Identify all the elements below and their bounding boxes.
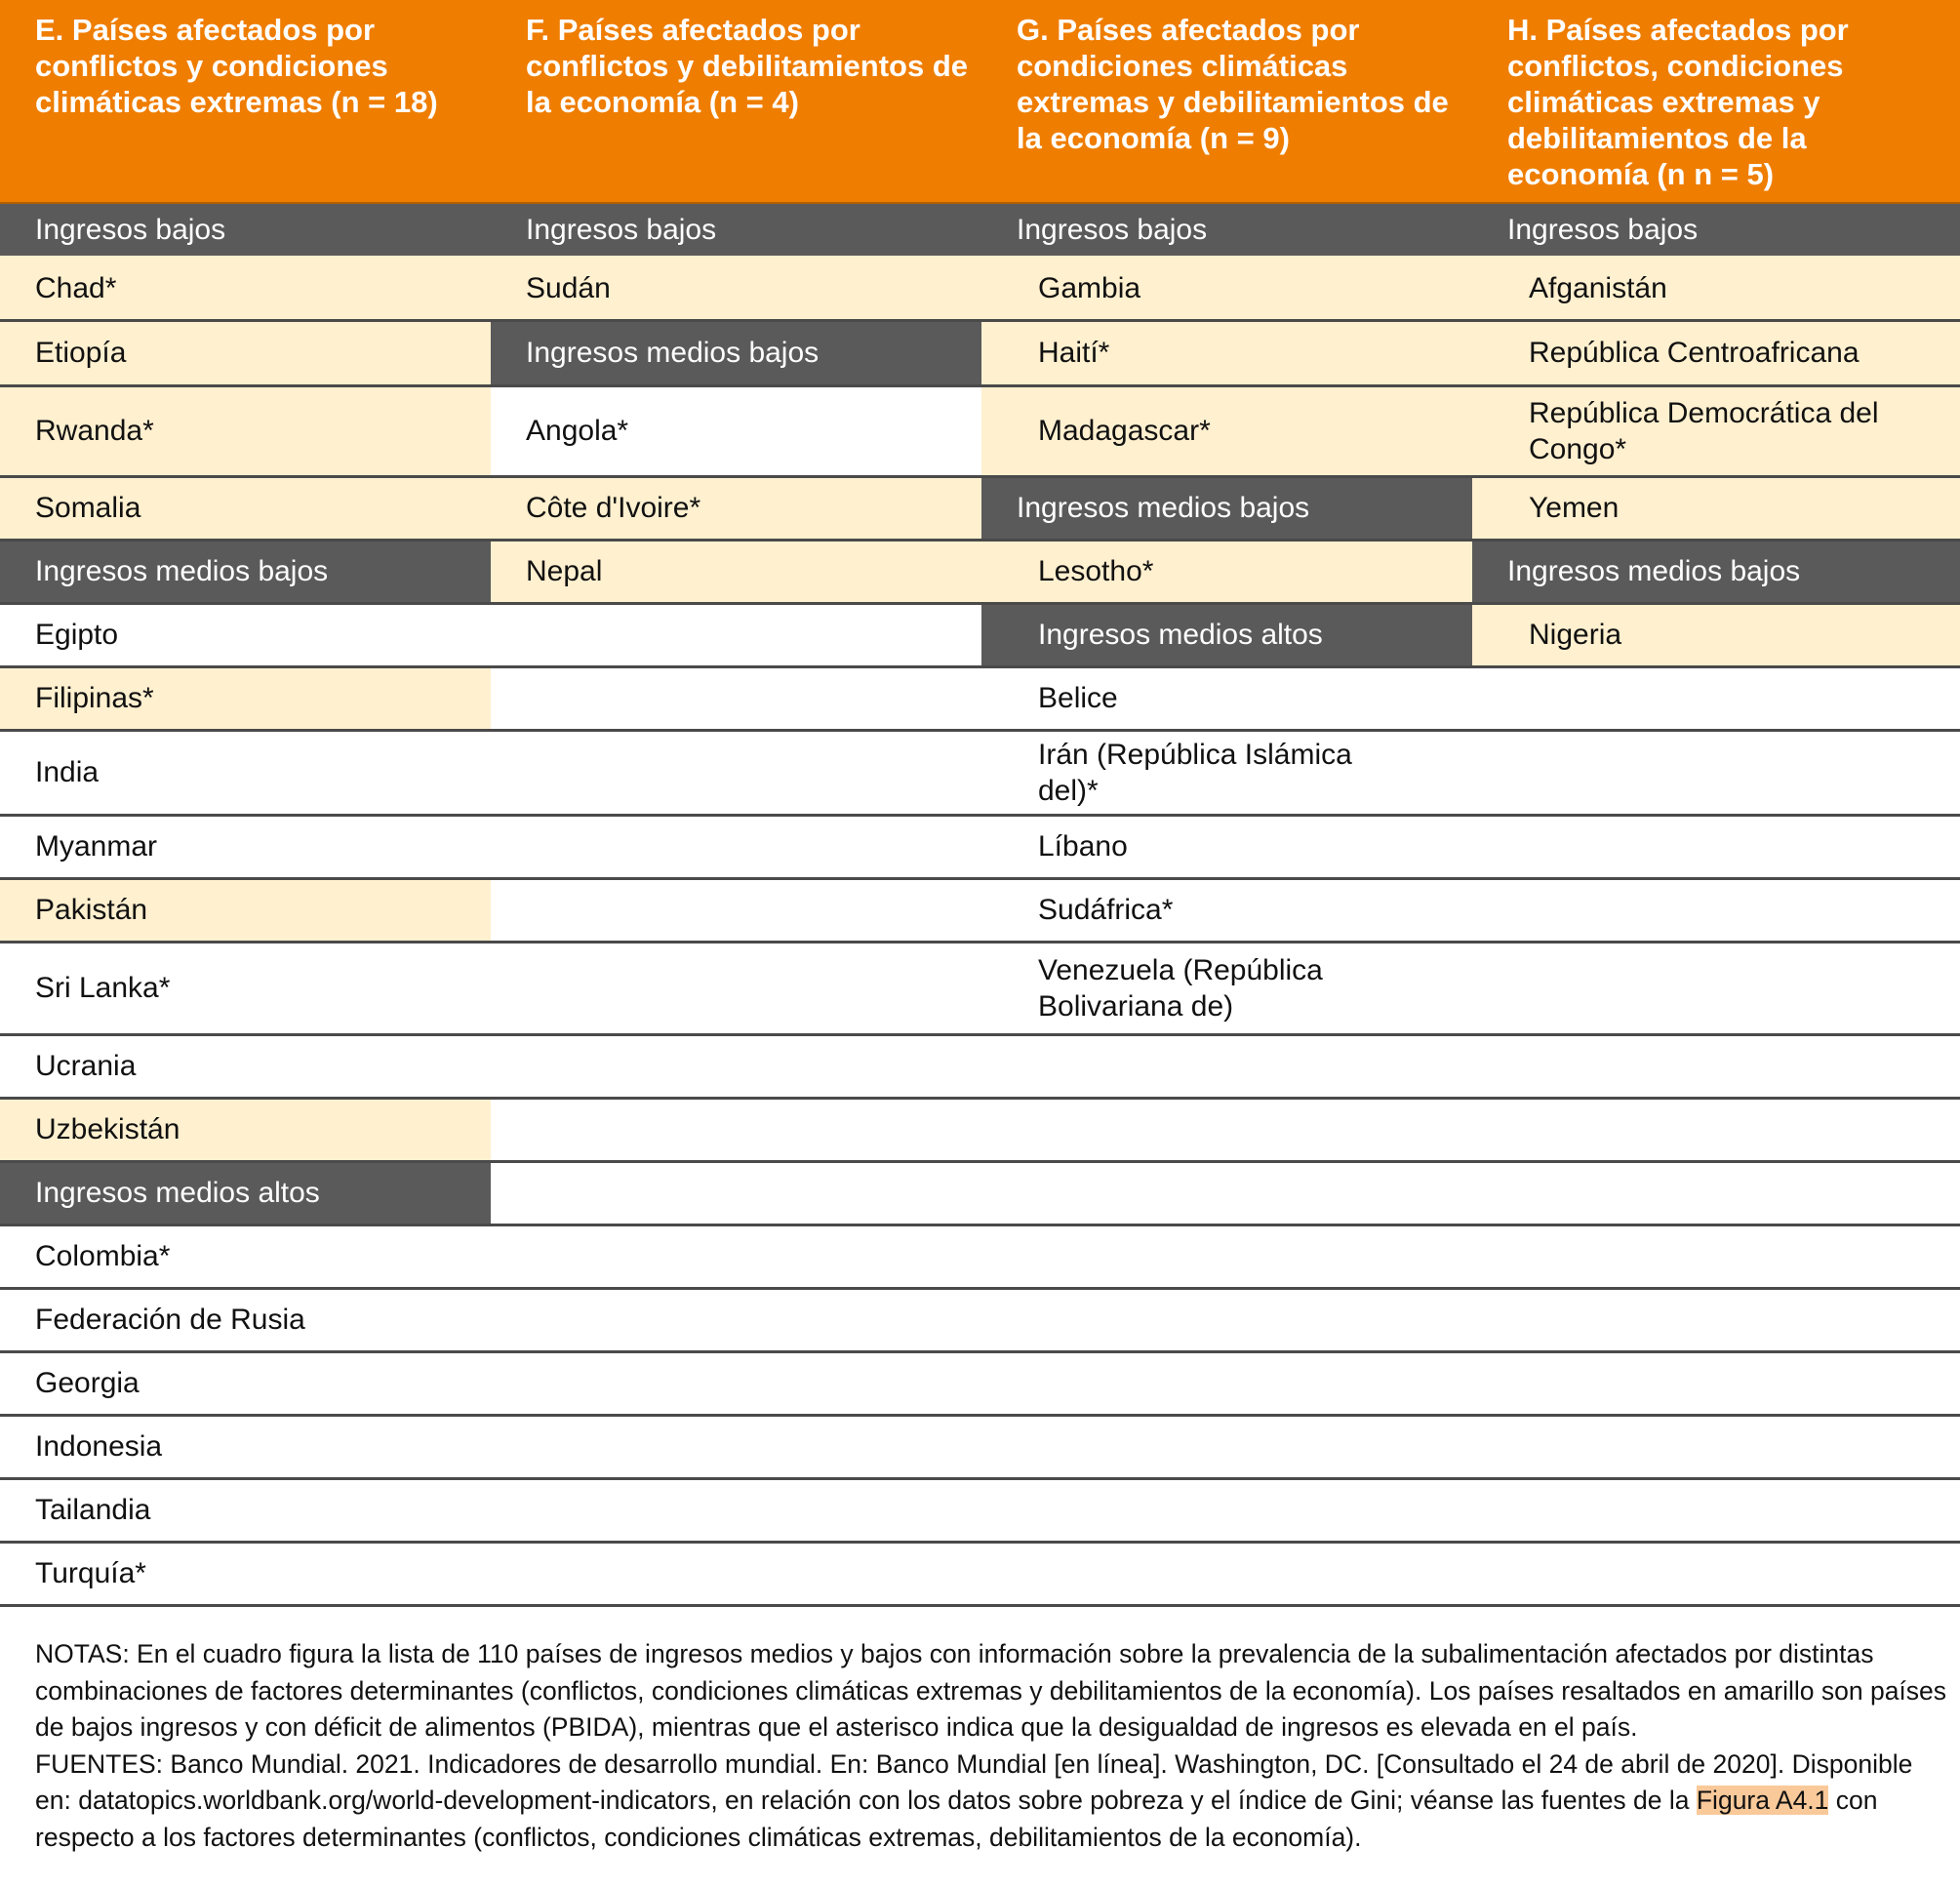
country-cell: Ucrania	[0, 1034, 491, 1098]
country-cell: República Centroafricana	[1472, 320, 1960, 385]
country-cell: República Democrática del Congo*	[1472, 385, 1960, 476]
country-cell: Sudáfrica*	[981, 878, 1472, 942]
country-cell: Sudán	[491, 256, 981, 320]
row-divider	[0, 665, 1960, 668]
income-band-lower-middle: Ingresos medios bajos	[981, 476, 1472, 540]
country-cell: Nigeria	[1472, 603, 1960, 666]
sources-paragraph	[35, 1746, 1952, 1857]
country-cell: Nepal	[491, 540, 981, 603]
country-cell: Chad*	[0, 256, 491, 320]
country-cell: Haití*	[981, 320, 1472, 385]
country-cell: Tailandia	[0, 1478, 491, 1542]
row-divider	[0, 729, 1960, 732]
row-divider	[0, 1414, 1960, 1417]
row-divider	[0, 941, 1960, 944]
income-band-low: Ingresos bajos	[491, 204, 981, 256]
sources-text-pre: FUENTES: Banco Mundial. 2021. Indicadores de desarrollo mundial. En: Banco Mundial [en línea]. Washington, DC. [Consultado el 24 de abril de 2020]. Disponible en: datatopics.worldbank.org/world-development-indicators, en relación con los datos sobre pobreza y el índice de Gini; véanse las fuentes de la	[35, 1748, 1913, 1815]
income-band-low: Ingresos bajos	[1472, 204, 1960, 256]
row-divider	[0, 877, 1960, 880]
row-divider	[0, 475, 1960, 478]
row-divider	[0, 319, 1960, 322]
row-divider	[0, 1033, 1960, 1036]
country-cell: Líbano	[981, 815, 1472, 878]
country-cell: Somalia	[0, 476, 491, 540]
country-cell: Venezuela (República Bolivariana de)	[981, 942, 1372, 1034]
income-band-upper-middle: Ingresos medios altos	[0, 1161, 491, 1225]
row-divider	[0, 1224, 1960, 1226]
table-notes	[35, 1636, 1952, 1856]
row-divider	[0, 1160, 1960, 1163]
country-cell: Myanmar	[0, 815, 491, 878]
row-divider	[0, 384, 1960, 387]
country-cell: Gambia	[981, 256, 1472, 320]
income-band-lower-middle: Ingresos medios bajos	[0, 540, 491, 603]
income-band-upper-middle: Ingresos medios altos	[981, 603, 1472, 666]
country-cell: Etiopía	[0, 320, 491, 385]
column-header-g: G. Países afectados por condiciones climáticas extremas y debilitamientos de la economía (n = 9)	[1017, 13, 1449, 155]
row-divider	[0, 602, 1960, 605]
income-band-lower-middle: Ingresos medios bajos	[491, 320, 981, 385]
row-divider	[0, 539, 1960, 542]
country-cell: Sri Lanka*	[0, 942, 491, 1034]
country-cell: Colombia*	[0, 1225, 491, 1288]
row-divider	[0, 814, 1960, 817]
country-cell: Pakistán	[0, 878, 491, 942]
country-cell: Turquía*	[0, 1542, 491, 1605]
notes-paragraph: NOTAS: En el cuadro figura la lista de 110 países de ingresos medios y bajos con información sobre la prevalencia de la subalimentación afectados por distintas combinaciones de factores determinantes (conflictos, condiciones climáticas extremas y debilitamientos de la economía). Los países resaltados en amarillo son países de bajos ingresos y con déficit de alimentos (PBIDA), mientras que el asterisco indica que la desigualdad de ingresos es elevada en el país.	[35, 1639, 1947, 1742]
row-divider	[0, 1097, 1960, 1100]
income-band-low: Ingresos bajos	[981, 204, 1472, 256]
country-cell: Indonesia	[0, 1415, 491, 1478]
row-divider	[0, 1287, 1960, 1290]
row-divider	[0, 1350, 1960, 1353]
sources-text-post: con respecto a los factores determinantes (conflictos, condiciones climáticas extremas, debilitamientos de la economía).	[35, 1786, 1878, 1852]
country-cell: Federación de Rusia	[0, 1288, 491, 1351]
country-cell: Irán (República Islámica del)*	[981, 730, 1391, 815]
income-band-lower-middle: Ingresos medios bajos	[1472, 540, 1960, 603]
country-cell: Côte d'Ivoire*	[491, 476, 981, 540]
table-bottom-rule	[0, 1604, 1960, 1607]
country-cell: India	[0, 730, 491, 815]
row-divider	[0, 1541, 1960, 1544]
column-header-h: H. Países afectados por conflictos, condiciones climáticas extremas y debilitamientos de la economía (n n = 5)	[1507, 13, 1849, 191]
column-header-e: E. Países afectados por conflictos y condiciones climáticas extremas (n = 18)	[35, 13, 438, 119]
country-cell: Georgia	[0, 1351, 491, 1415]
row-divider	[0, 1477, 1960, 1480]
country-cell: Yemen	[1472, 476, 1960, 540]
country-cell: Angola*	[491, 385, 981, 476]
column-header-f: F. Países afectados por conflictos y debilitamientos de la economía (n = 4)	[526, 13, 969, 119]
country-cell: Afganistán	[1472, 256, 1960, 320]
country-cell: Egipto	[0, 603, 491, 666]
country-cell: Rwanda*	[0, 385, 491, 476]
country-cell: Filipinas*	[0, 666, 491, 730]
income-band-low: Ingresos bajos	[0, 204, 491, 256]
country-cell: Madagascar*	[981, 385, 1472, 476]
country-cell: Uzbekistán	[0, 1098, 491, 1161]
figure-a4-1-link[interactable]: Figura A4.1	[1696, 1786, 1829, 1815]
country-cell: Lesotho*	[981, 540, 1472, 603]
country-cell: Belice	[981, 666, 1472, 730]
